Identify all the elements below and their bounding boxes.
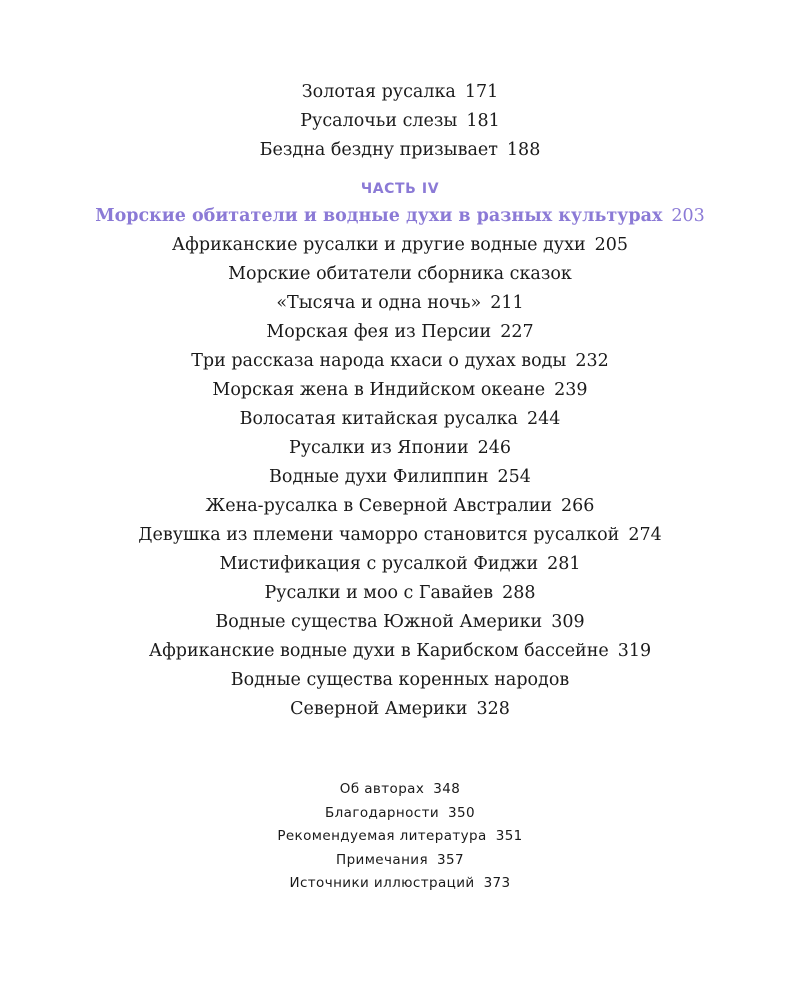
- toc-entry-page: 232: [575, 351, 609, 371]
- appendix-entry-title: Источники иллюстраций: [289, 875, 475, 892]
- toc-entry-title: Русалки и моо с Гавайев: [264, 583, 494, 603]
- toc-entry-page: 244: [526, 409, 561, 429]
- toc-entry-page: 227: [500, 322, 534, 342]
- toc-entry-title: Африканские русалки и другие водные духи: [171, 235, 586, 255]
- toc-entry-title: Африканские водные духи в Карибском бассейне: [148, 641, 609, 661]
- toc-entry-title: Волосатая китайская русалка: [239, 409, 518, 429]
- toc-entry[interactable]: [0, 608, 800, 637]
- toc-entry-page: 274: [628, 525, 662, 545]
- appendix-entry[interactable]: [0, 849, 800, 873]
- toc-entry[interactable]: [0, 318, 800, 347]
- toc-main-block: [0, 78, 800, 724]
- appendix-entry-title: Благодарности: [324, 804, 440, 821]
- toc-entry-page: 319: [617, 641, 652, 661]
- toc-entry-title: Морская фея из Персии: [266, 322, 492, 342]
- toc-entry[interactable]: [0, 289, 800, 318]
- part-title-page: 203: [671, 206, 705, 226]
- toc-entry-title: Три рассказа народа кхаси о духах воды: [191, 351, 567, 371]
- toc-entry-page: 246: [477, 438, 512, 458]
- toc-entry-page: 188: [506, 140, 541, 160]
- toc-entry-title: Жена-русалка в Северной Австралии: [205, 496, 553, 516]
- toc-entry[interactable]: [0, 550, 800, 579]
- toc-entry-title: Мистификация с русалкой Фиджи: [219, 554, 539, 574]
- appendix-entry-title: Рекомендуемая литература: [277, 828, 487, 845]
- appendix-entry[interactable]: [0, 825, 800, 849]
- appendix-entry[interactable]: [0, 872, 800, 896]
- part-label: ЧАСТЬ IV: [360, 181, 440, 197]
- toc-entry[interactable]: [0, 136, 800, 165]
- toc-entry[interactable]: [0, 107, 800, 136]
- part-title-text: Морские обитатели и водные духи в разных культурах: [95, 206, 663, 226]
- toc-entry[interactable]: [0, 347, 800, 376]
- toc-entry[interactable]: [0, 78, 800, 107]
- toc-entry-title: Русалки из Японии: [288, 438, 469, 458]
- toc-entry-title: Морские обитатели сборника сказок: [228, 264, 572, 284]
- toc-appendix-block: [0, 778, 800, 896]
- toc-entry-page: 281: [547, 554, 581, 574]
- toc-entry-title: Северной Америки: [290, 699, 468, 719]
- appendix-entry-page: 350: [448, 804, 475, 821]
- appendix-entry-title: Примечания: [336, 851, 428, 868]
- toc-entry[interactable]: [0, 463, 800, 492]
- toc-entry[interactable]: [0, 637, 800, 666]
- toc-entry[interactable]: [0, 405, 800, 434]
- toc-entry[interactable]: [0, 666, 800, 695]
- toc-entry[interactable]: [0, 231, 800, 260]
- toc-entry-title: Водные духи Филиппин: [269, 467, 489, 487]
- toc-entry[interactable]: [0, 434, 800, 463]
- toc-entry-page: 181: [466, 111, 500, 131]
- appendix-entry-page: 351: [495, 828, 523, 845]
- toc-entry[interactable]: [0, 695, 800, 724]
- appendix-entry-page: 357: [437, 851, 464, 868]
- toc-entry-title: Морская жена в Индийском океане: [212, 380, 546, 400]
- appendix-entry[interactable]: [0, 802, 800, 826]
- toc-entry-page: 266: [561, 496, 595, 516]
- toc-entry-title: Русалочьи слезы: [300, 111, 458, 131]
- appendix-entry-page: 373: [483, 875, 511, 892]
- toc-entry[interactable]: [0, 492, 800, 521]
- toc-entry-title: Бездна бездну призывает: [259, 140, 498, 160]
- toc-entry-title: Девушка из племени чаморро становится русалкой: [138, 525, 620, 545]
- toc-entry-page: 254: [497, 467, 531, 487]
- toc-entry[interactable]: [0, 521, 800, 550]
- appendix-entry-page: 348: [433, 781, 461, 797]
- appendix-entry-title: Об авторах: [339, 781, 425, 797]
- toc-entry[interactable]: [0, 260, 800, 289]
- toc-entry-title: «Тысяча и одна ночь»: [276, 293, 482, 313]
- toc-entry-page: 239: [554, 380, 588, 400]
- toc-entry-page: 328: [476, 699, 510, 719]
- toc-entry-page: 309: [551, 612, 585, 632]
- appendix-entry[interactable]: [0, 778, 800, 802]
- toc-entry-title: Золотая русалка: [301, 82, 456, 102]
- toc-entry-title: Водные существа Южной Америки: [215, 612, 543, 632]
- toc-entry-page: 211: [490, 293, 524, 313]
- toc-entry[interactable]: [0, 579, 800, 608]
- toc-entry[interactable]: [0, 376, 800, 405]
- toc-entry-title: Водные существа коренных народов: [230, 670, 570, 690]
- toc-entry-page: 288: [502, 583, 536, 603]
- toc-entry-page: 205: [594, 235, 629, 255]
- toc-entry-page: 171: [464, 82, 499, 102]
- part-title[interactable]: [0, 201, 800, 231]
